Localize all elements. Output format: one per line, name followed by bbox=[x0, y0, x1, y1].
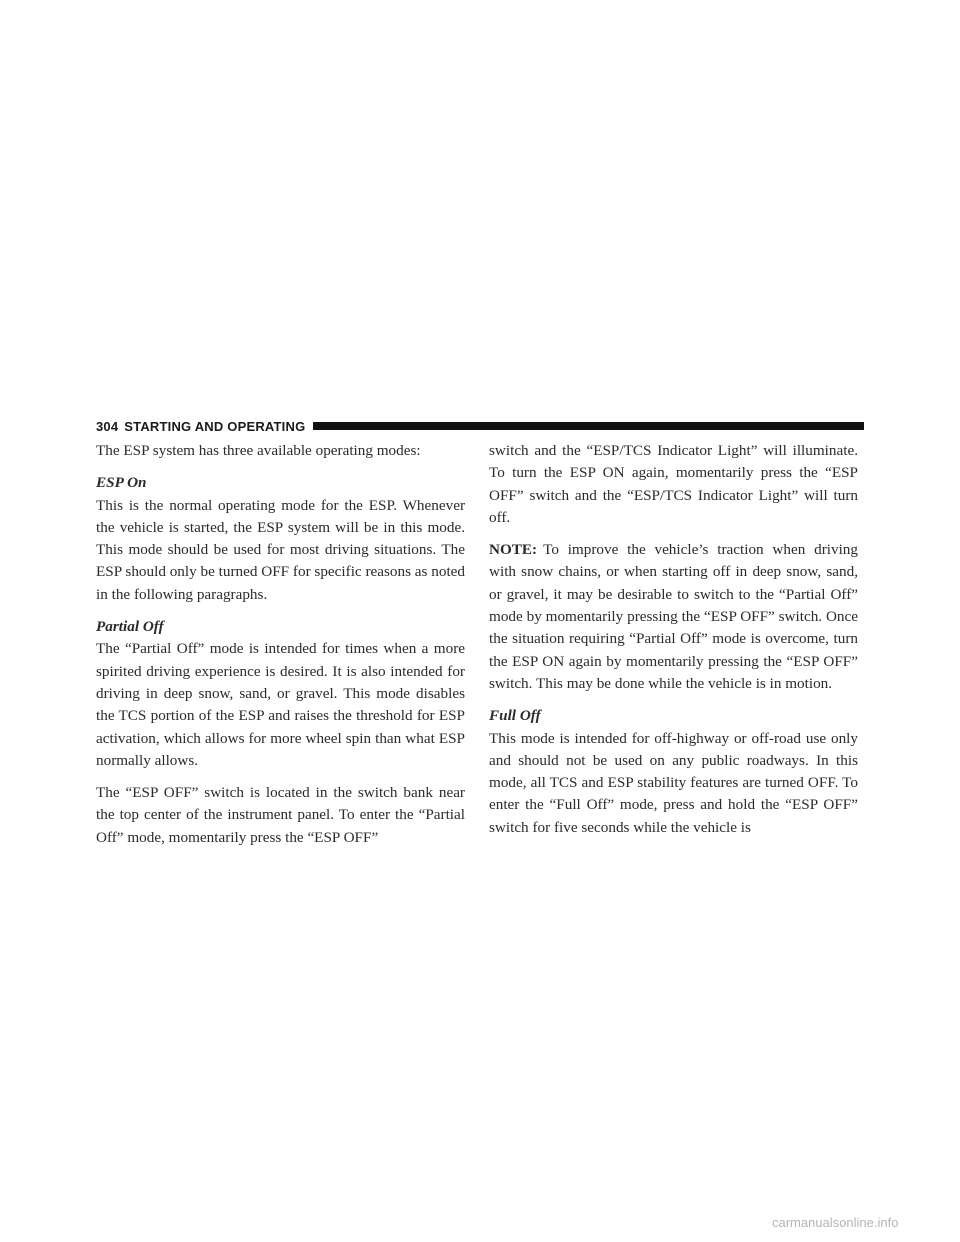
esp-on-heading: ESP On bbox=[96, 474, 147, 492]
partial-off-paragraph: The “Partial Off” mode is intended for times when a more spirited driving experience is desired. It is also intended for driving in deep snow, sand, or gravel. This mode disables the TCS portion of the ESP and raises the threshold for ESP activation, which allows for more wheel spin than what ESP normally allows. bbox=[96, 640, 465, 769]
full-off-heading: Full Off bbox=[489, 707, 541, 725]
watermark-text: carmanualsonline.info bbox=[772, 1215, 899, 1230]
intro-paragraph: The ESP system has three available operating modes: bbox=[96, 442, 421, 459]
note-paragraph bbox=[489, 539, 858, 695]
switch-paragraph: The “ESP OFF” switch is located in the switch bank near the top center of the instrument panel. To enter the “Partial Off” mode, momentarily press the “ESP OFF” bbox=[96, 784, 465, 846]
page-header bbox=[96, 418, 864, 434]
esp-on-paragraph: This is the normal operating mode for the ESP. Whenever the vehicle is started, the ESP system will be in this mode. This mode should be used for most driving situations. The ESP should only be turned OFF for specific reasons as noted in the following paragraphs. bbox=[96, 496, 465, 603]
partial-off-heading: Partial Off bbox=[96, 618, 164, 636]
full-off-paragraph: This mode is intended for off-highway or off-road use only and should not be used on any public roadways. In this mode, all TCS and ESP stability features are turned OFF. To enter the “Full Off” mode, press and hold the “ESP OFF” switch for five seconds while the vehicle is bbox=[489, 729, 858, 836]
header-rule bbox=[313, 422, 864, 430]
page-number: 304 bbox=[96, 418, 119, 434]
right-column bbox=[489, 440, 858, 849]
note-label: NOTE: bbox=[489, 541, 538, 559]
continued-paragraph: switch and the “ESP/TCS Indicator Light” will illuminate. To turn the ESP ON again, momentarily press the “ESP OFF” switch and the “ESP/TCS Indicator Light” will turn off. bbox=[489, 442, 858, 526]
note-text: To improve the vehicle’s traction when driving with snow chains, or when starting off in deep snow, sand, or gravel, it may be desirable to switch to the “Partial Off” mode by momentarily pressing the “ESP OFF” switch. Once the situation requiring “Partial Off” mode is overcome, turn the ESP ON again by momentarily pressing the “ESP OFF” switch. This may be done while the vehicle is in motion. bbox=[489, 541, 858, 692]
section-title: STARTING AND OPERATING bbox=[124, 418, 306, 434]
left-column bbox=[96, 440, 465, 859]
